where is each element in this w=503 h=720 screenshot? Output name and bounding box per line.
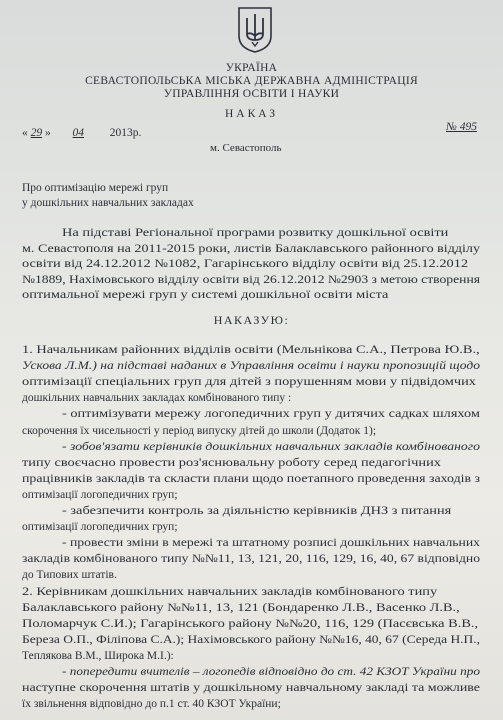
document-type: НАКАЗ: [224, 108, 279, 120]
body-line: оптимізації логопедичних груп;: [22, 521, 178, 534]
order-heading: НАКАЗУЮ:: [213, 313, 290, 327]
administration-name: СЕВАСТОПОЛЬСЬКА МІСЬКА ДЕРЖАВНА АДМІНІСТРАЦІЯ: [85, 75, 418, 87]
preamble-line: На підставі Регіональної програми розвитку дошкільної освіти: [62, 227, 449, 239]
preamble-line: №1889, Нахімовського відділу освіти від 26.12.2012 №2903 з метою створення: [22, 273, 480, 286]
body-line: до Типових штатів.: [22, 569, 117, 582]
body-line: їх звільнення відповідно до п.1 ст. 40 КЗОТ України;: [22, 698, 281, 711]
subject-line-2: у дошкільних навчальних закладах: [22, 197, 194, 209]
body-line: Береза О.П., Філіпова С.А.); Нахімовського району №№16, 40, 67 (Середа Н.П.,: [22, 633, 480, 646]
body-line: - попередити вчителів – логопедів відповідно до ст. 42 КЗОТ України про: [62, 666, 480, 678]
body-line: працівників закладів та скласти плани щодо поетапного проведення заходів з: [22, 472, 481, 485]
city-name: м. Севастополь: [210, 142, 282, 154]
body-line: типу своєчасно провести роз'яснювальну роботу серед педагогічних: [22, 456, 441, 469]
body-line: закладів комбінованого типу №№11, 13, 121, 20, 116, 129, 16, 40, 67 відповідно: [22, 553, 480, 566]
body-line: дошкільних навчальних закладах комбінованого типу :: [22, 392, 292, 405]
preamble-line: м. Севастополя на 2011-2015 роки, листів Балаклавського районного відділу: [22, 242, 480, 255]
body-line: оптимізації спеціальних груп для дітей з порушенням мови у підвідомчих: [22, 376, 476, 389]
body-line: 2. Керівникам дошкільних навчальних закладів комбінованого типу: [22, 585, 438, 598]
body-line: Поломарчук С.И.); Гагарінського району №№20, 116, 129 (Пасєвська В.В.,: [22, 617, 479, 630]
preamble-line: оптимальної мережі груп у системі дошкільної освіти міста: [22, 289, 389, 301]
trident-emblem-icon: [237, 6, 273, 54]
body-line: наступне скорочення штатів у дошкільному навчальному закладі та можливе: [22, 682, 480, 695]
subject-line-1: Про оптимізацію мережі груп: [22, 182, 169, 194]
body-line: Ускова Л.М.) на підставі наданих в Управління освіти і науки пропозицій щодо: [22, 360, 481, 373]
preamble-line: освіти від 24.12.2012 №1082, Гагарінського відділу освіти від 25.12.2012: [22, 258, 469, 270]
body-line: - забезпечити контроль за діяльністю керівників ДНЗ з питання: [62, 505, 452, 517]
body-line: Теплякова В.М., Широка М.І.):: [22, 649, 174, 662]
body-line: скорочення їх чисельності у період випуску дітей до школи (Додаток 1);: [22, 424, 377, 437]
body-line: оптимізації логопедичних груп;: [22, 488, 178, 501]
department-name: УПРАВЛІННЯ ОСВІТИ І НАУКИ: [163, 88, 340, 100]
body-line: 1. Начальникам районних відділів освіти (Мельнікова С.А., Петрова Ю.В.,: [22, 344, 480, 356]
body-line: - зобов'язати керівників дошкільних навчальних закладів комбінованого: [62, 440, 480, 453]
body-line: Балаклавського району №№11, 13, 121 (Бондаренко Л.В., Васенко Л.В.,: [22, 601, 460, 614]
body-line: - провести зміни в мережі та штатному розписі дошкільних навчальних: [62, 537, 480, 550]
order-date: « 29 » 04 2013р.: [22, 127, 142, 139]
order-number: № 495: [446, 121, 477, 133]
country-name: УКРАЇНА: [225, 62, 278, 74]
body-line: - оптимізувати мережу логопедичних груп у дитячих садках шляхом: [62, 408, 480, 421]
